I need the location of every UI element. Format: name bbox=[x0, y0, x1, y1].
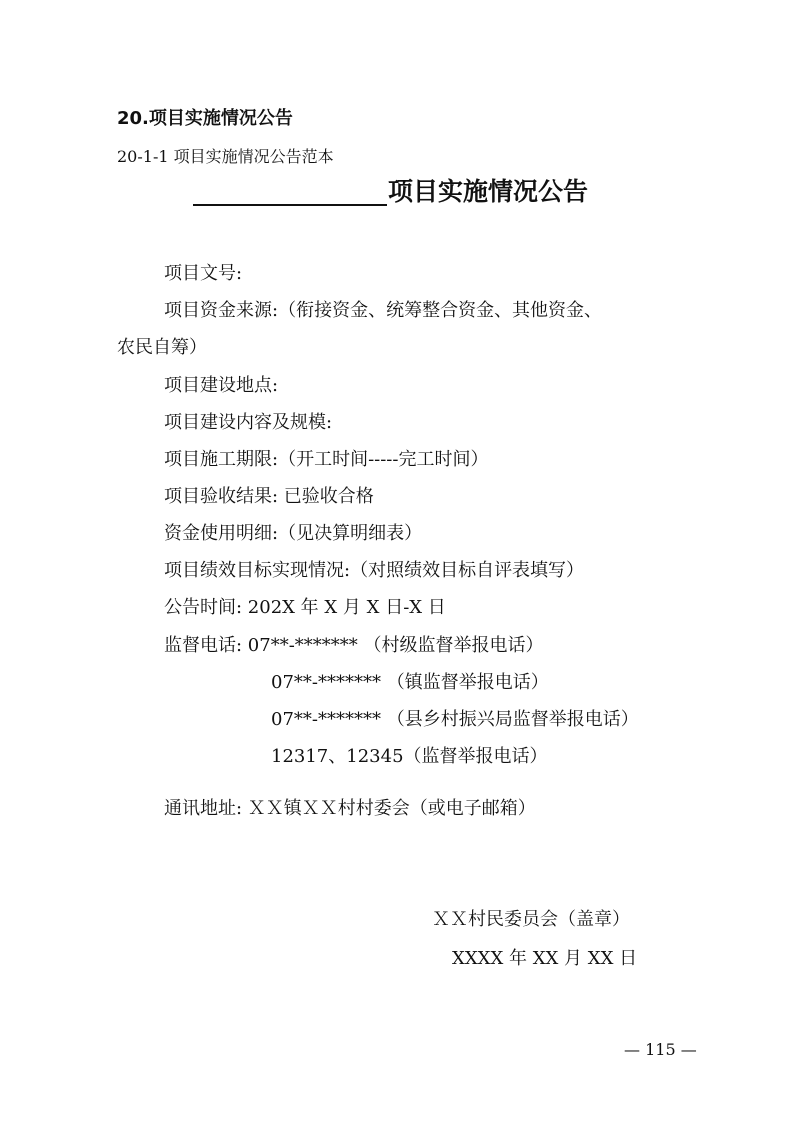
field-performance: 项目绩效目标实现情况:（对照绩效目标自评表填写） bbox=[164, 560, 585, 581]
title-blank-line bbox=[193, 204, 387, 206]
field-phone-county: 07**-******* （县乡村振兴局监督举报电话） bbox=[271, 709, 639, 730]
field-location: 项目建设地点: bbox=[164, 375, 279, 396]
field-acceptance-result: 项目验收结果: 已验收合格 bbox=[164, 486, 374, 507]
field-address: 通讯地址: ＸＸ镇ＸＸ村村委会（或电子邮箱） bbox=[164, 798, 536, 819]
field-fund-source-continued: 农民自筹） bbox=[117, 337, 207, 358]
template-subheading: 20-1-1 项目实施情况公告范本 bbox=[117, 147, 334, 166]
page-number: — 115 — bbox=[624, 1040, 697, 1059]
signature-date: XXXX 年 XX 月 XX 日 bbox=[452, 948, 638, 969]
field-doc-number: 项目文号: bbox=[164, 263, 243, 284]
field-construction-period: 项目施工期限:（开工时间-----完工时间） bbox=[164, 449, 489, 470]
section-heading: 20.项目实施情况公告 bbox=[117, 108, 293, 129]
field-phone-town: 07**-******* （镇监督举报电话） bbox=[271, 672, 549, 693]
field-announcement-time: 公告时间: 202X 年 X 月 X 日-X 日 bbox=[164, 597, 446, 618]
signature-committee: ＸＸ村民委员会（盖章） bbox=[432, 909, 630, 930]
document-title: 项目实施情况公告 bbox=[388, 177, 589, 206]
field-phone-hotline: 12317、12345（监督举报电话） bbox=[271, 746, 548, 767]
field-supervision-phone: 监督电话: 07**-******* （村级监督举报电话） bbox=[164, 635, 544, 656]
field-content-scale: 项目建设内容及规模: bbox=[164, 412, 333, 433]
field-fund-usage: 资金使用明细:（见决算明细表） bbox=[164, 523, 423, 544]
field-fund-source: 项目资金来源:（衔接资金、统筹整合资金、其他资金、 bbox=[164, 300, 603, 321]
